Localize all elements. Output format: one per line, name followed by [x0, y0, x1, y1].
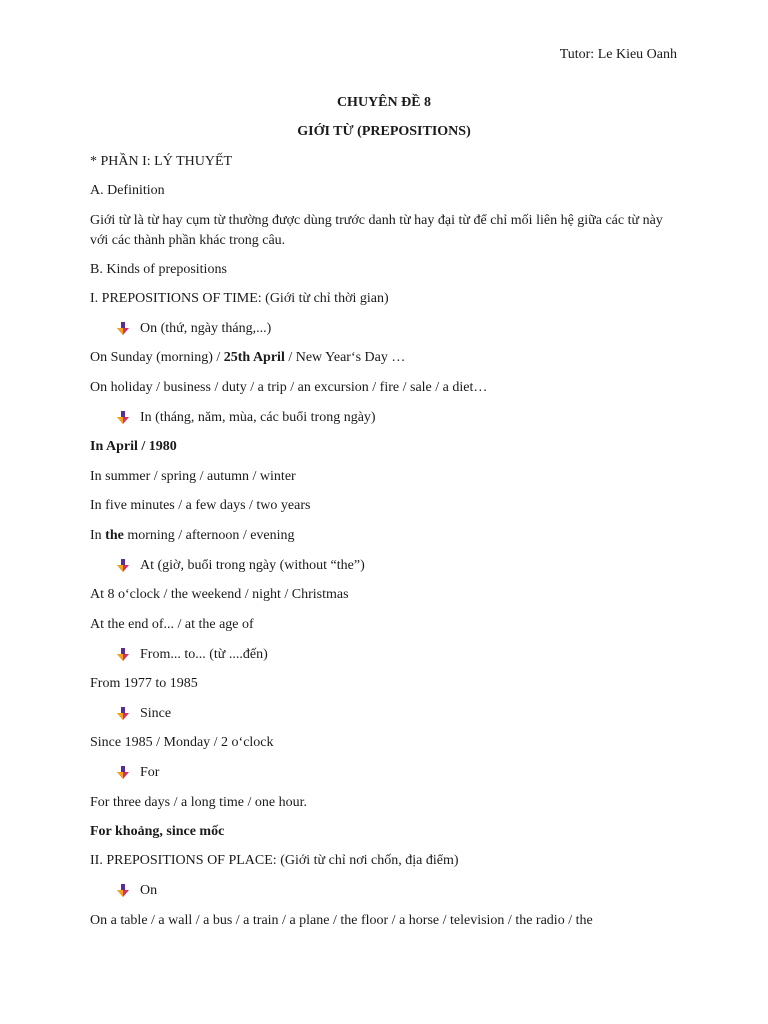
bullet-in-time: In (tháng, năm, mùa, các buổi trong ngày)	[140, 410, 376, 425]
example-on-1	[90, 349, 405, 367]
example-on-1-a: On Sunday (morning) /	[90, 350, 224, 365]
time-heading: I. PREPOSITIONS OF TIME: (Giới từ chỉ thời gian)	[90, 291, 389, 306]
example-in-4-a: In	[90, 528, 106, 543]
arrow-down-icon	[116, 559, 130, 573]
title-prepositions: GIỚI TỪ (PREPOSITIONS)	[297, 124, 471, 139]
bullet-for: For	[140, 765, 160, 780]
example-in-3: In five minutes / a few days / two years	[90, 498, 311, 513]
for-since-note: For khoảng, since mốc	[90, 824, 225, 839]
tutor-header: Tutor: Le Kieu Oanh	[559, 47, 677, 62]
example-in-4-b: the	[105, 528, 124, 543]
bullet-at-time: At (giờ, buổi trong ngày (without “the”)	[140, 558, 365, 573]
example-in-4-c: morning / afternoon / evening	[123, 528, 295, 543]
bullet-on-time: On (thứ, ngày tháng,...)	[140, 321, 272, 336]
example-since: Since 1985 / Monday / 2 o‘clock	[90, 735, 274, 750]
example-on-place: On a table / a wall / a bus / a train / a plane / the floor / a horse / television / the radio / the	[90, 913, 593, 928]
example-in-2: In summer / spring / autumn / winter	[90, 469, 296, 484]
example-in-4	[90, 527, 295, 545]
arrow-down-icon	[116, 707, 130, 721]
arrow-down-icon	[116, 766, 130, 780]
definition-text: Giới từ là từ hay cụm từ thường được dùng trước danh từ hay đại từ để chỉ mối liên hệ giữa các từ này với các thành phần khác trong câu.	[90, 213, 663, 248]
bullet-from-to: From... to... (từ ....đến)	[140, 647, 268, 662]
example-from: From 1977 to 1985	[90, 676, 198, 691]
example-in-1: In April / 1980	[90, 439, 177, 454]
section-a-heading: A. Definition	[90, 183, 165, 198]
example-on-1-b: 25th April	[223, 350, 285, 365]
bullet-since: Since	[140, 706, 172, 721]
part-heading: * PHẦN I: LÝ THUYẾT	[90, 154, 233, 169]
title-topic: CHUYÊN ĐỀ 8	[336, 95, 432, 110]
example-on-1-c: / New Year‘s Day …	[284, 350, 406, 365]
arrow-down-icon	[116, 322, 130, 336]
arrow-down-icon	[116, 648, 130, 662]
example-on-2: On holiday / business / duty / a trip / an excursion / fire / sale / a diet…	[90, 380, 488, 395]
place-heading: II. PREPOSITIONS OF PLACE: (Giới từ chỉ nơi chốn, địa điểm)	[90, 853, 459, 868]
bullet-on-place: On	[140, 883, 158, 898]
example-at-1: At 8 o‘clock / the weekend / night / Christmas	[90, 587, 349, 602]
example-for: For three days / a long time / one hour.	[90, 795, 307, 810]
arrow-down-icon	[116, 411, 130, 425]
arrow-down-icon	[116, 884, 130, 898]
section-b-heading: B. Kinds of prepositions	[90, 262, 227, 277]
example-at-2: At the end of... / at the age of	[90, 617, 254, 632]
